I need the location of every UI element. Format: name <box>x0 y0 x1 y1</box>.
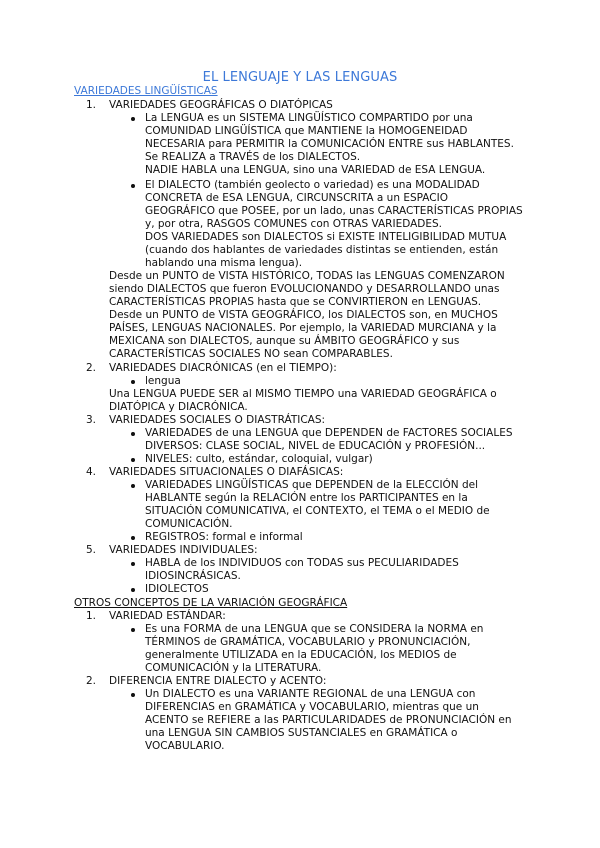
document-title: EL LENGUAJE Y LAS LENGUAS <box>202 70 398 85</box>
bullet-text: DOS VARIEDADES son DIALECTOS si EXISTE INTELIGIBILIDAD MUTUA <box>145 231 507 243</box>
paragraph-line: DIATÓPICA y DIACRÓNICA. <box>109 401 248 413</box>
bullet-text: DIVERSOS: CLASE SOCIAL, NIVEL de EDUCACIÓN y PROFESIÓN... <box>145 440 486 452</box>
list-item-label: VARIEDADES GEOGRÁFICAS O DIATÓPICAS <box>109 99 333 111</box>
bullet-icon <box>131 380 135 384</box>
list-item-label: VARIEDAD ESTÁNDAR: <box>109 610 226 622</box>
bullet-text: VARIEDADES LINGÜÍSTICAS que DEPENDEN de la ELECCIÓN del <box>145 479 479 491</box>
list-number: 1. <box>85 99 96 111</box>
bullet-text: VARIEDADES de una LENGUA que DEPENDEN de FACTORES SOCIALES <box>145 427 513 439</box>
paragraph-line: Desde un PUNTO de VISTA HISTÓRICO, TODAS las LENGUAS COMENZARON <box>109 270 505 282</box>
list-number: 3. <box>85 414 96 426</box>
paragraph-line: MEXICANA son DIALECTOS, aunque su ÁMBITO GEOGRÁFICO y sus <box>109 335 460 347</box>
paragraph-line: PAÍSES, LENGUAS NACIONALES. Por ejemplo, la VARIEDAD MURCIANA y la <box>109 322 497 334</box>
bullet-text: Un DIALECTO es una VARIANTE REGIONAL de una LENGUA con <box>145 688 476 700</box>
section-heading-otros-conceptos: OTROS CONCEPTOS DE LA VARIACIÓN GEOGRÁFICA <box>74 597 348 609</box>
list-number: 4. <box>85 466 96 478</box>
bullet-text: CONCRETA de ESA LENGUA, CIRCUNSCRITA a un ESPACIO <box>145 192 448 204</box>
bullet-text: COMUNIDAD LINGÜÍSTICA que MANTIENE la HOMOGENEIDAD <box>145 125 468 137</box>
list-item-label: VARIEDADES DIACRÓNICAS (en el TIEMPO): <box>109 362 337 374</box>
bullet-text: hablando una misma lengua). <box>145 257 303 269</box>
bullet-text: TÉRMINOS de GRAMÁTICA, VOCABULARIO y PRONUNCIACIÓN, <box>145 636 471 648</box>
bullet-icon <box>131 432 135 436</box>
bullet-text: NECESARIA para PERMITIR la COMUNICACIÓN ENTRE sus HABLANTES. <box>145 138 514 150</box>
section-heading-variedades[interactable]: VARIEDADES LINGÜÍSTICAS <box>74 85 218 97</box>
paragraph-line: Una LENGUA PUEDE SER al MISMO TIEMPO una VARIEDAD GEOGRÁFICA o <box>109 388 497 400</box>
bullet-text: HABLA de los INDIVIDUOS con TODAS sus PECULIARIDADES <box>145 557 459 569</box>
list-item-label: VARIEDADES INDIVIDUALES: <box>109 544 258 556</box>
bullet-text: lengua <box>145 375 181 387</box>
bullet-text: HABLANTE según la RELACIÓN entre los PARTICIPANTES en la <box>145 492 468 504</box>
bullet-text: generalmente UTILIZADA en la EDUCACIÓN, los MEDIOS de <box>145 649 457 661</box>
bullet-text: COMUNICACIÓN. <box>145 518 233 530</box>
bullet-icon <box>131 588 135 592</box>
bullet-text: DIFERENCIAS en GRAMÁTICA y VOCABULARIO, mientras que un <box>145 701 479 713</box>
list-item-label: VARIEDADES SITUACIONALES O DIAFÁSICAS: <box>109 466 344 478</box>
bullet-text: y, por otra, RASGOS COMUNES con OTRAS VARIEDADES. <box>145 218 443 230</box>
bullet-text: IDIOSINCRÁSICAS. <box>145 570 241 582</box>
bullet-icon <box>131 484 135 488</box>
bullet-text: Se REALIZA a TRAVÉS de los DIALECTOS. <box>145 151 361 163</box>
bullet-text: IDIOLECTOS <box>145 583 209 595</box>
bullet-text: REGISTROS: formal e informal <box>145 531 303 543</box>
bullet-text: SITUACIÓN COMUNICATIVA, el CONTEXTO, el TEMA o el MEDIO de <box>145 505 490 517</box>
list-number: 2. <box>85 362 96 374</box>
bullet-icon <box>131 184 135 188</box>
bullet-text: NADIE HABLA una LENGUA, sino una VARIEDAD de ESA LENGUA. <box>145 164 486 176</box>
bullet-text: VOCABULARIO. <box>145 740 225 752</box>
list-number: 2. <box>85 675 96 687</box>
list-number: 5. <box>85 544 96 556</box>
bullet-text: (cuando dos hablantes de variedades distintas se entienden, están <box>145 244 499 256</box>
bullet-text: GEOGRÁFICO que POSEE, por un lado, unas CARACTERÍSTICAS PROPIAS <box>145 205 523 217</box>
paragraph-line: CARACTERÍSTICAS PROPIAS hasta que se CONVIRTIERON en LENGUAS. <box>109 296 482 308</box>
bullet-text: El DIALECTO (también geolecto o variedad) es una MODALIDAD <box>145 179 480 191</box>
bullet-text: NIVELES: culto, estándar, coloquial, vulgar) <box>145 453 373 465</box>
paragraph-line: CARACTERÍSTICAS SOCIALES NO sean COMPARABLES. <box>109 348 393 360</box>
bullet-icon <box>131 693 135 697</box>
list-item-label: DIFERENCIA ENTRE DIALECTO y ACENTO: <box>109 675 327 687</box>
bullet-icon <box>131 117 135 121</box>
paragraph-line: siendo DIALECTOS que fueron EVOLUCIONANDO y DESARROLLANDO unas <box>109 283 500 295</box>
bullet-text: ACENTO se REFIERE a las PARTICULARIDADES de PRONUNCIACIÓN en <box>145 714 512 726</box>
bullet-text: Es una FORMA de una LENGUA que se CONSIDERA la NORMA en <box>145 623 484 635</box>
bullet-icon <box>131 562 135 566</box>
bullet-text: una LENGUA SIN CAMBIOS SUSTANCIALES en GRAMÁTICA o <box>145 727 458 739</box>
list-item-label: VARIEDADES SOCIALES O DIASTRÁTICAS: <box>109 414 326 426</box>
bullet-text: La LENGUA es un SISTEMA LINGÜÍSTICO COMPARTIDO por una <box>145 112 473 124</box>
bullet-icon <box>131 628 135 632</box>
bullet-text: COMUNICACIÓN y la LITERATURA. <box>145 662 322 674</box>
list-number: 1. <box>85 610 96 622</box>
paragraph-line: Desde un PUNTO de VISTA GEOGRÁFICO, los DIALECTOS son, en MUCHOS <box>109 309 498 321</box>
bullet-icon <box>131 536 135 540</box>
bullet-icon <box>131 458 135 462</box>
